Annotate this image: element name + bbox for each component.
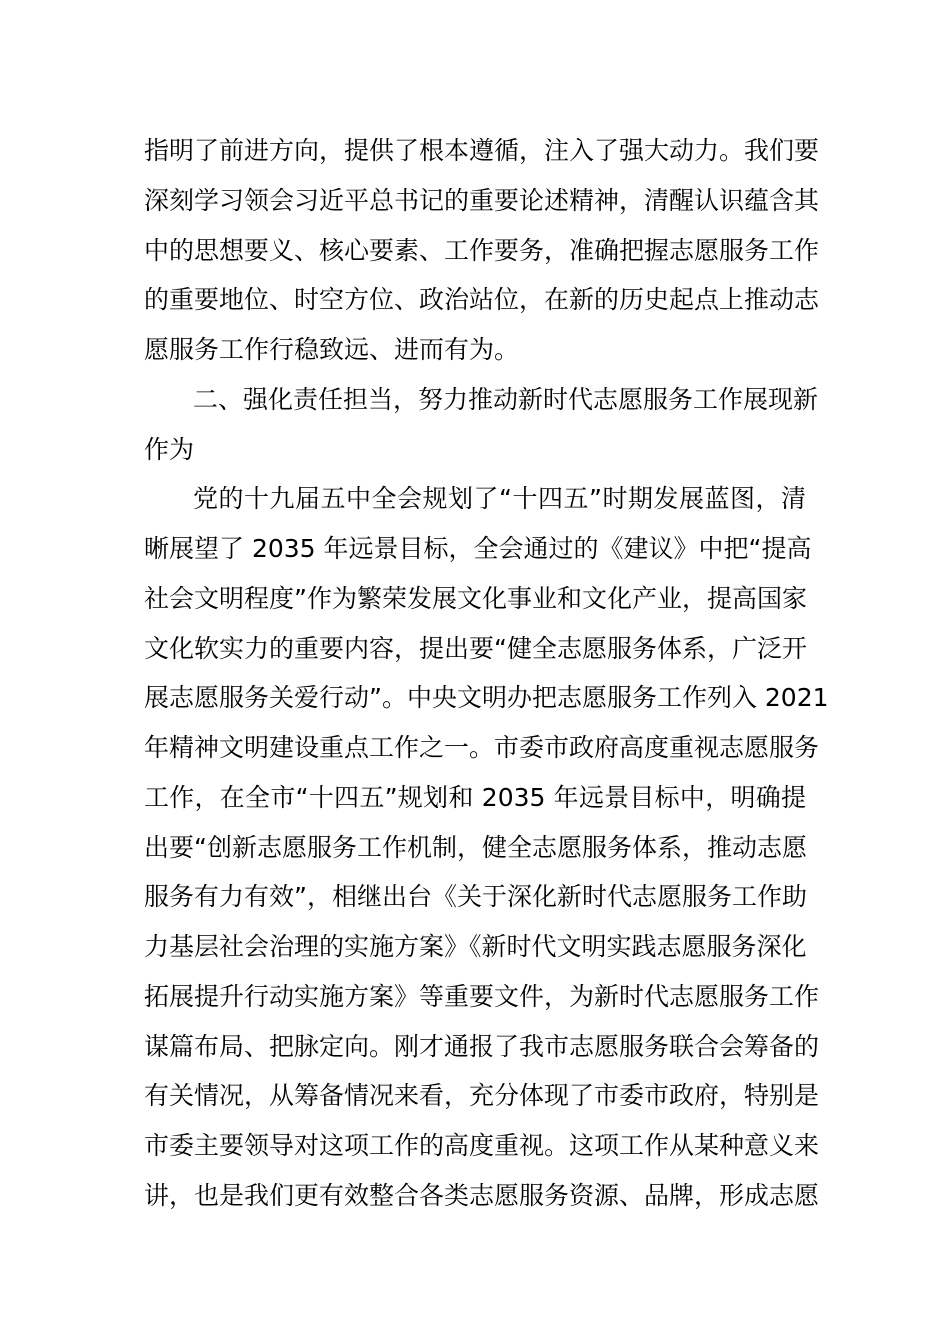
text-line: 展志愿服务关爱行动”。中央文明办把志愿服务工作列入 2021	[144, 683, 829, 712]
text-line: 愿服务工作行稳致远、进而有为。	[144, 335, 520, 364]
text-line: 拓展提升行动实施方案》等重要文件，为新时代志愿服务工作	[144, 982, 820, 1011]
section-heading-line: 作为	[144, 435, 195, 464]
text-line: 中的思想要义、核心要素、工作要务，准确把握志愿服务工作	[144, 236, 820, 265]
text-line: 年精神文明建设重点工作之一。市委市政府高度重视志愿服务	[144, 733, 820, 762]
text-line: 社会文明程度”作为繁荣发展文化事业和文化产业，提高国家	[144, 584, 807, 613]
text-line: 的重要地位、时空方位、政治站位，在新的历史起点上推动志	[144, 285, 820, 314]
section-heading-line: 二、强化责任担当，努力推动新时代志愿服务工作展现新	[193, 385, 819, 414]
text-line: 党的十九届五中全会规划了“十四五”时期发展蓝图，清	[193, 484, 806, 513]
text-line: 文化软实力的重要内容，提出要“健全志愿服务体系，广泛开	[144, 634, 807, 663]
text-line: 力基层社会治理的实施方案》《新时代文明实践志愿服务深化	[144, 932, 807, 961]
text-line: 讲，也是我们更有效整合各类志愿服务资源、品牌，形成志愿	[144, 1181, 820, 1210]
text-line: 深刻学习领会习近平总书记的重要论述精神，清醒认识蕴含其	[144, 186, 820, 215]
text-line: 出要“创新志愿服务工作机制，健全志愿服务体系，推动志愿	[144, 833, 807, 862]
text-line: 晰展望了 2035 年远景目标，全会通过的《建议》中把“提高	[144, 534, 812, 563]
text-line: 有关情况，从筹备情况来看，充分体现了市委市政府，特别是	[144, 1081, 820, 1110]
text-line: 谋篇布局、把脉定向。刚才通报了我市志愿服务联合会筹备的	[144, 1032, 820, 1061]
text-line: 市委主要领导对这项工作的高度重视。这项工作从某种意义来	[144, 1131, 820, 1160]
text-line: 指明了前进方向，提供了根本遵循，注入了强大动力。我们要	[144, 136, 820, 165]
text-line: 工作，在全市“十四五”规划和 2035 年远景目标中，明确提	[144, 783, 806, 812]
text-line: 服务有力有效”，相继出台《关于深化新时代志愿服务工作助	[144, 882, 807, 911]
